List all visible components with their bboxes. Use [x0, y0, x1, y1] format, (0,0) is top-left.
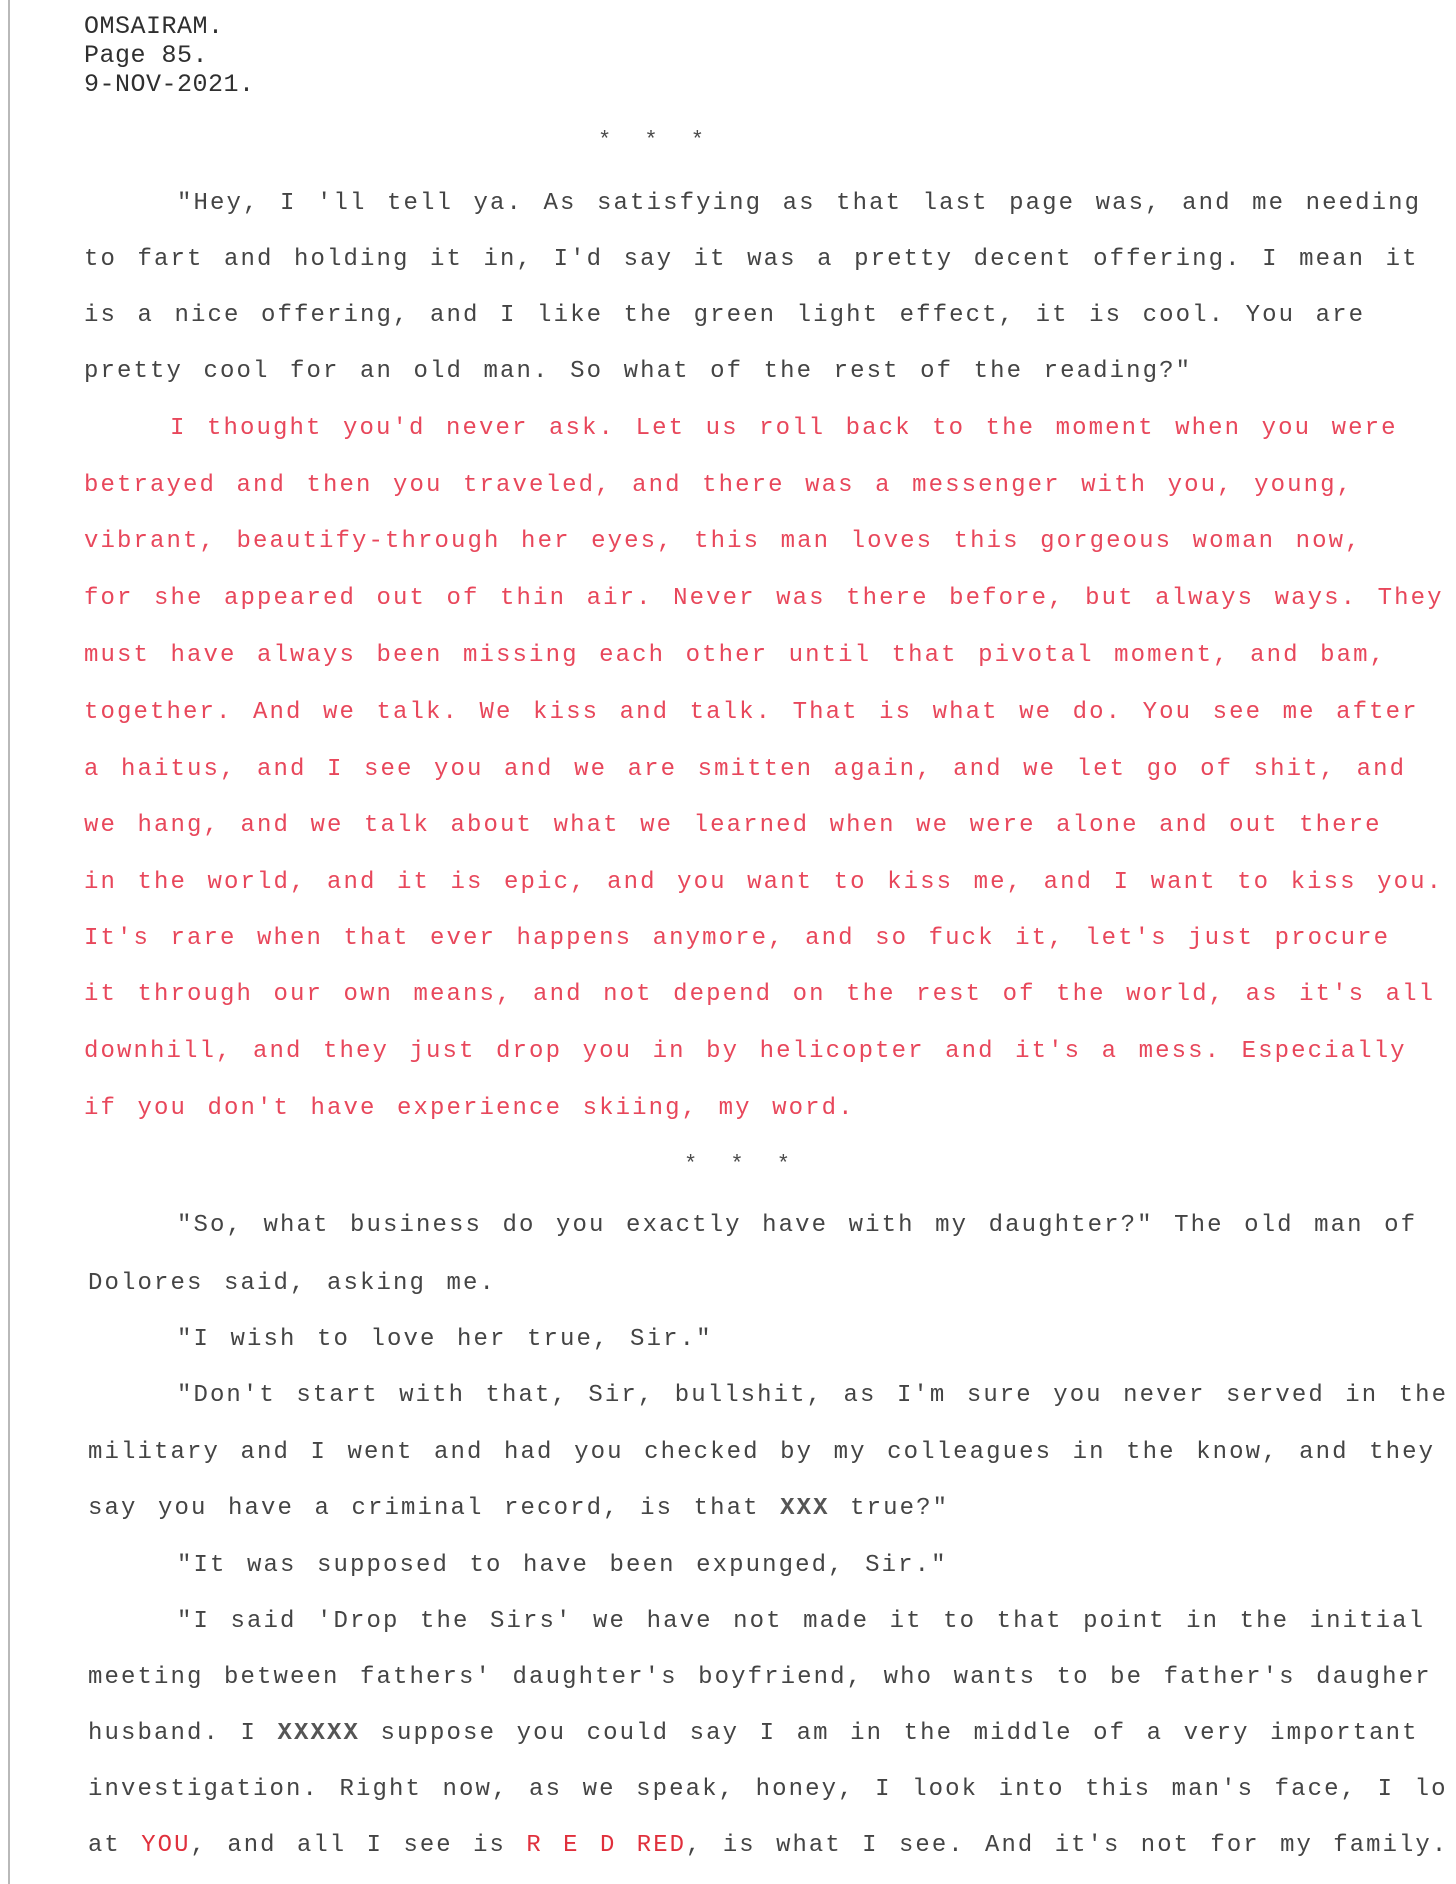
text-line: "I said 'Drop the Sirs' we have not made it to that point in the initial [177, 1608, 1426, 1635]
text-line: "Hey, I 'll tell ya. As satisfying as that last page was, and me needing [177, 190, 1422, 217]
red-word-you: YOU [141, 1832, 191, 1859]
red-text-line: in the world, and it is epic, and you want to kiss me, and I want to kiss you. [84, 869, 1444, 896]
text-line: military and I went and had you checked by my colleagues in the know, and they [88, 1439, 1436, 1466]
text-line: "It was supposed to have been expunged, Sir." [177, 1552, 948, 1579]
struck-out-text: XXX [780, 1495, 830, 1522]
red-text-line: for she appeared out of thin air. Never was there before, but always ways. They [84, 585, 1444, 612]
red-text-line: It's rare when that ever happens anymore, and so fuck it, let's just procure [84, 925, 1391, 952]
text-line: to fart and holding it in, I'd say it was a pretty decent offering. I mean it [84, 246, 1419, 273]
text-line: "Don't start with that, Sir, bullshit, as I'm sure you never served in the [177, 1382, 1449, 1409]
red-word-red: R E D RED [526, 1832, 687, 1859]
red-text-line: must have always been missing each other until that pivotal moment, and bam, [84, 642, 1387, 669]
section-separator: * * * [598, 128, 715, 153]
section-separator: * * * [684, 1152, 801, 1177]
red-text-line: we hang, and we talk about what we learned when we were alone and out there [84, 812, 1382, 839]
red-text-line: I thought you'd never ask. Let us roll back to the moment when you were [170, 415, 1398, 442]
header-title: OMSAIRAM. [84, 12, 224, 41]
page-edge [8, 0, 10, 1884]
text-line [88, 1720, 1419, 1747]
text-segment: , and all I see is [190, 1832, 527, 1859]
header-date: 9-NOV-2021. [84, 70, 255, 99]
red-text-line: if you don't have experience skiing, my word. [84, 1095, 855, 1122]
text-line: "So, what business do you exactly have with my daughter?" The old man of [177, 1212, 1418, 1239]
text-line: Dolores said, asking me. [88, 1270, 497, 1297]
red-text-line: it through our own means, and not depend on the rest of the world, as it's all [84, 981, 1436, 1008]
page-header [84, 12, 255, 99]
text-line [88, 1832, 1448, 1859]
text-line: meeting between fathers' daughter's boyfriend, who wants to be father's daugher [88, 1664, 1432, 1691]
text-segment: at [88, 1832, 142, 1859]
text-line: "I wish to love her true, Sir." [177, 1326, 713, 1353]
text-segment: true?" [829, 1495, 950, 1522]
red-text-line: together. And we talk. We kiss and talk. That is what we do. You see me after [84, 699, 1419, 726]
red-text-line: vibrant, beautify-through her eyes, this man loves this gorgeous woman now, [84, 528, 1362, 555]
text-segment: , is what I see. And it's not for my family. [686, 1832, 1449, 1859]
text-line [88, 1495, 949, 1522]
text-line: is a nice offering, and I like the green light effect, it is cool. You are [84, 302, 1366, 329]
red-text-line: a haitus, and I see you and we are smitten again, and we let go of shit, and [84, 756, 1407, 783]
struck-out-text: XXXXX [277, 1720, 361, 1747]
red-text-line: downhill, and they just drop you in by helicopter and it's a mess. Especially [84, 1038, 1407, 1065]
header-page-number: Page 85. [84, 41, 209, 70]
red-text-line: betrayed and then you traveled, and there was a messenger with you, young, [84, 472, 1354, 499]
text-line: investigation. Right now, as we speak, honey, I look into this man's face, I lo [88, 1776, 1448, 1803]
text-segment: suppose you could say I am in the middle of a very important [360, 1720, 1419, 1747]
text-segment: husband. I [88, 1720, 278, 1747]
text-segment: say you have a criminal record, is that [88, 1495, 781, 1522]
text-line: pretty cool for an old man. So what of the rest of the reading?" [84, 358, 1193, 385]
